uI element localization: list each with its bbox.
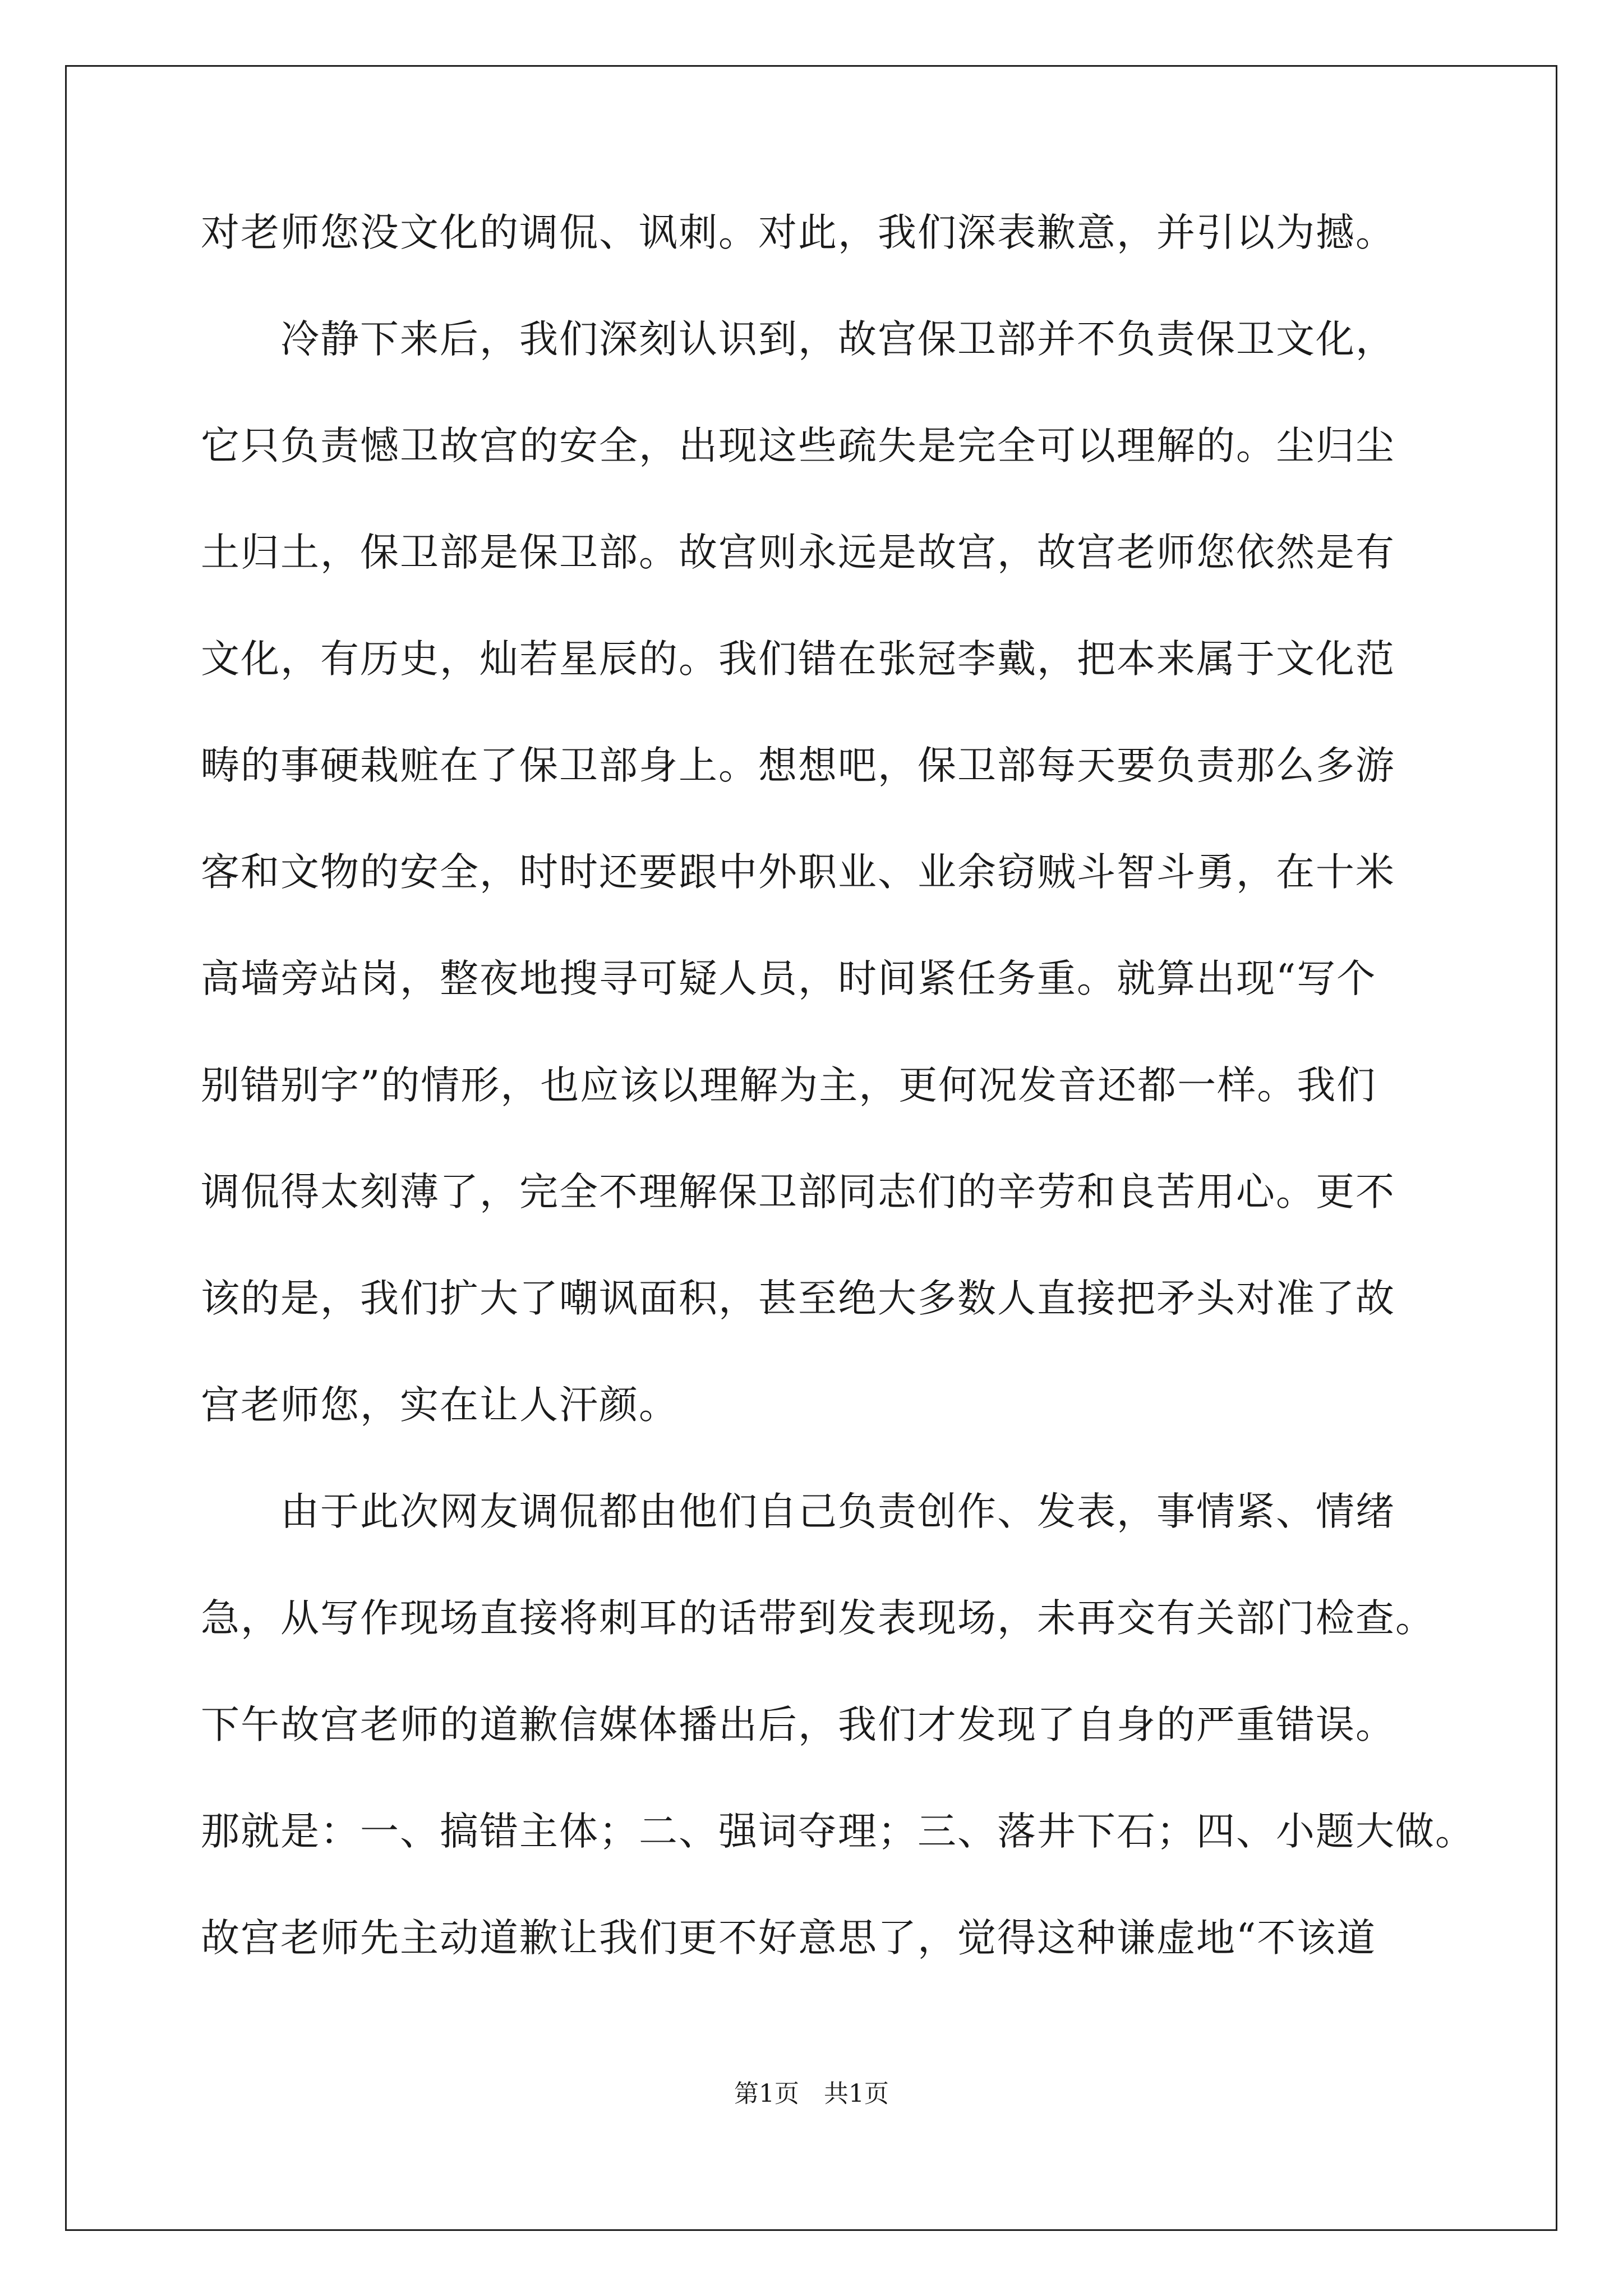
text-line: 故宫老师先主动道歉让我们更不好意思了，觉得这种谦虚地“不该道	[201, 1916, 1377, 1961]
text-line: 别错别字”的情形，也应该以理解为主，更何况发音还都一样。我们	[201, 1063, 1377, 1108]
text-line: 由于此次网友调侃都由他们自己负责创作、发表，事情紧、情绪	[201, 1489, 1395, 1534]
text-line: 高墙旁站岗，整夜地搜寻可疑人员，时间紧任务重。就算出现“写个	[201, 956, 1377, 1001]
text-line: 宫老师您，实在让人汗颜。	[201, 1383, 679, 1428]
text-line: 冷静下来后，我们深刻认识到，故宫保卫部并不负责保卫文化，	[201, 317, 1395, 362]
text-line: 它只负责憾卫故宫的安全，出现这些疏失是完全可以理解的。尘归尘	[201, 424, 1395, 468]
text-line: 文化，有历史，灿若星辰的。我们错在张冠李戴，把本来属于文化范	[201, 637, 1395, 682]
text-line: 客和文物的安全，时时还要跟中外职业、业余窃贼斗智斗勇，在十米	[201, 850, 1395, 895]
text-line: 下午故宫老师的道歉信媒体播出后，我们才发现了自身的严重错误。	[201, 1703, 1395, 1747]
page-number-footer: 第1页 共1页	[734, 2079, 889, 2108]
text-line: 土归土，保卫部是保卫部。故宫则永远是故宫，故宫老师您依然是有	[201, 530, 1395, 575]
text-line: 那就是：一、搞错主体；二、强词夺理；三、落井下石；四、小题大做。	[201, 1809, 1475, 1854]
text-line: 急，从写作现场直接将刺耳的话带到发表现场，未再交有关部门检查。	[201, 1596, 1435, 1641]
page-border	[65, 65, 1557, 2231]
text-line: 调侃得太刻薄了，完全不理解保卫部同志们的辛劳和良苦用心。更不	[201, 1170, 1395, 1214]
text-line: 对老师您没文化的调侃、讽刺。对此，我们深表歉意，并引以为撼。	[201, 210, 1395, 255]
text-line: 畴的事硬栽赃在了保卫部身上。想想吧，保卫部每天要负责那么多游	[201, 743, 1395, 788]
text-line: 该的是，我们扩大了嘲讽面积，甚至绝大多数人直接把矛头对准了故	[201, 1276, 1395, 1321]
